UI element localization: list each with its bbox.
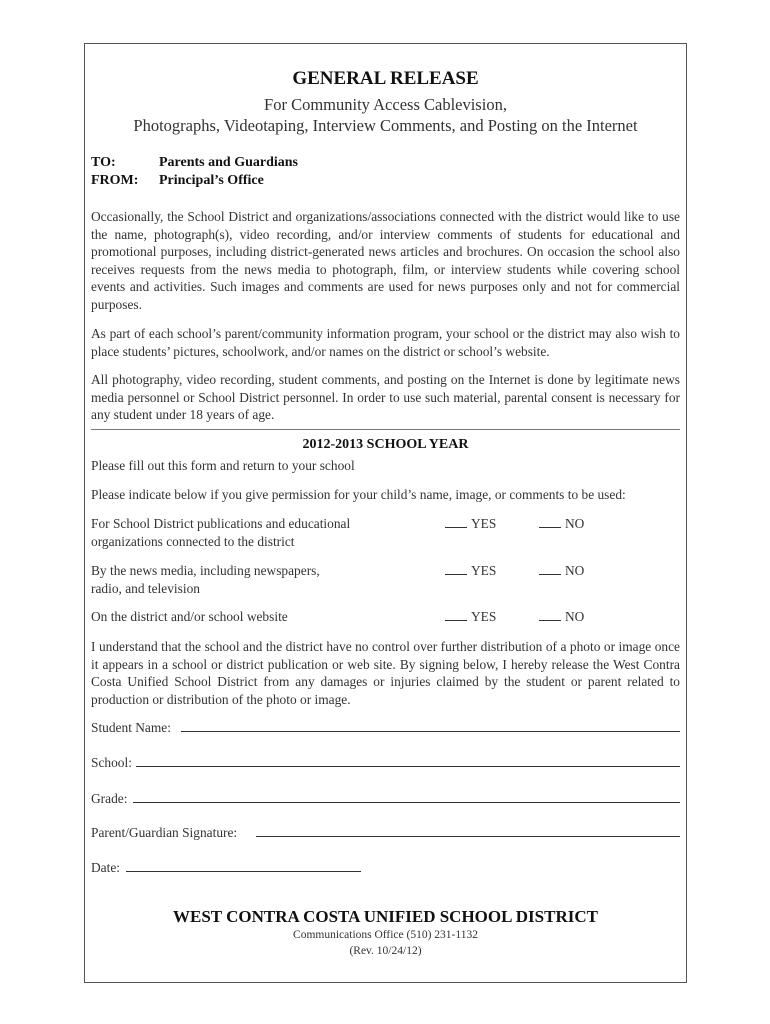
yes-label: YES bbox=[471, 516, 497, 531]
yes-label: YES bbox=[471, 609, 497, 624]
from-label: FROM: bbox=[91, 173, 139, 188]
option-website bbox=[91, 608, 411, 626]
no-blank[interactable] bbox=[539, 609, 561, 621]
grade-label: Grade: bbox=[91, 791, 128, 806]
signature-input-line[interactable] bbox=[256, 836, 680, 837]
consent-paragraph: All photography, video recording, student comments, and posting on the Internet is done by legitimate news media personnel or School District personnel. In order to use such material, parental consent is necessary for any student under 18 years of age. bbox=[91, 372, 680, 422]
yes-blank[interactable] bbox=[445, 516, 467, 528]
yes-field[interactable] bbox=[445, 562, 496, 580]
option-line-1: By the news media, including newspapers, bbox=[91, 563, 320, 578]
no-field[interactable] bbox=[539, 562, 584, 580]
school-year-heading: 2012-2013 SCHOOL YEAR bbox=[302, 437, 469, 452]
communications-office: Communications Office (510) 231-1132 bbox=[293, 929, 478, 941]
school-input-line[interactable] bbox=[136, 766, 680, 767]
yes-field[interactable] bbox=[445, 515, 496, 533]
subtitle-line-2: Photographs, Videotaping, Interview Comments, and Posting on the Internet bbox=[133, 116, 638, 135]
intro-paragraph: Occasionally, the School District and organizations/associations connected with the district would like to use the name, photograph(s), video recording, and/or interview comments of students for educational and promotional purposes, including district-generated news articles and brochures. On occasion the school also receives requests from the news media to photograph, film, or interview students while covering school events and activities. Such images and comments are used for news purposes only and not for commercial purposes. bbox=[91, 209, 680, 312]
website-paragraph: As part of each school’s parent/community information program, your school or the district may also wish to place students’ pictures, schoolwork, and/or names on the district or school’s website. bbox=[91, 326, 680, 359]
district-name: WEST CONTRA COSTA UNIFIED SCHOOL DISTRICT bbox=[173, 907, 598, 926]
from-value: Principal’s Office bbox=[159, 173, 264, 188]
permission-instruction: Please indicate below if you give permission for your child’s name, image, or comments to be used: bbox=[91, 487, 626, 502]
option-line-1: For School District publications and educational bbox=[91, 516, 351, 531]
yes-blank[interactable] bbox=[445, 563, 467, 575]
no-blank[interactable] bbox=[539, 563, 561, 575]
yes-blank[interactable] bbox=[445, 609, 467, 621]
section-divider bbox=[91, 429, 680, 430]
page-title: GENERAL RELEASE bbox=[292, 68, 479, 89]
revision-date: (Rev. 10/24/12) bbox=[349, 945, 422, 957]
no-field[interactable] bbox=[539, 515, 584, 533]
no-field[interactable] bbox=[539, 608, 584, 626]
no-label: NO bbox=[565, 516, 585, 531]
release-paragraph: I understand that the school and the district have no control over further distribution of a photo or image once it appears in a school or district publication or web site. By signing below, I hereby release the West Contra Costa Unified School District from any damages or injuries claimed by the student or parent related to production or distribution of the photo or image. bbox=[91, 639, 680, 707]
yes-field[interactable] bbox=[445, 608, 496, 626]
option-line-2: radio, and television bbox=[91, 580, 200, 596]
signature-label: Parent/Guardian Signature: bbox=[91, 825, 238, 840]
to-label: TO: bbox=[91, 155, 116, 170]
no-label: NO bbox=[565, 563, 585, 578]
student-name-label: Student Name: bbox=[91, 720, 171, 735]
option-district-publications bbox=[91, 515, 411, 550]
school-label: School: bbox=[91, 755, 132, 770]
to-value: Parents and Guardians bbox=[159, 155, 298, 170]
option-news-media bbox=[91, 562, 411, 597]
date-input-line[interactable] bbox=[126, 871, 361, 872]
yes-label: YES bbox=[471, 563, 497, 578]
student-name-input-line[interactable] bbox=[181, 731, 680, 732]
date-label: Date: bbox=[91, 860, 120, 875]
option-line-1: On the district and/or school website bbox=[91, 609, 288, 624]
return-instruction: Please fill out this form and return to your school bbox=[91, 458, 355, 473]
grade-input-line[interactable] bbox=[133, 802, 680, 803]
no-blank[interactable] bbox=[539, 516, 561, 528]
no-label: NO bbox=[565, 609, 585, 624]
option-line-2: organizations connected to the district bbox=[91, 533, 295, 549]
subtitle-line-1: For Community Access Cablevision, bbox=[264, 95, 507, 114]
